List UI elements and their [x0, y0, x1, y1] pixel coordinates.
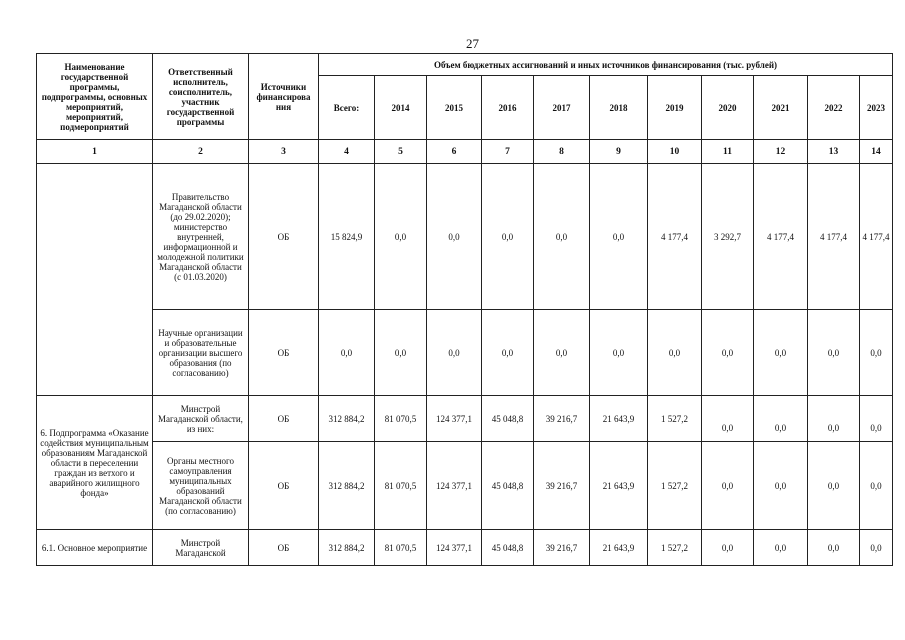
value-cell: 1 527,2 — [648, 396, 702, 442]
column-number: 9 — [590, 140, 648, 164]
value-cell: 0,0 — [590, 310, 648, 396]
value-cell: 4 177,4 — [754, 164, 808, 310]
column-number-row — [37, 140, 893, 164]
value-cell: 0,0 — [808, 530, 860, 566]
executor-cell: Научные организации и образовательные организации высшего образования (по согласованию) — [153, 310, 249, 396]
value-cell: 0,0 — [860, 530, 893, 566]
value-cell: 0,0 — [534, 310, 590, 396]
value-cell: 39 216,7 — [534, 442, 590, 530]
value-cell: 124 377,1 — [427, 442, 482, 530]
column-number: 2 — [153, 140, 249, 164]
value-cell: 4 177,4 — [860, 164, 893, 310]
value-cell: 0,0 — [808, 310, 860, 396]
column-number: 8 — [534, 140, 590, 164]
value-cell: 0,0 — [482, 310, 534, 396]
table-row — [37, 164, 893, 310]
value-cell: 39 216,7 — [534, 396, 590, 442]
value-cell: 4 177,4 — [808, 164, 860, 310]
value-cell: 0,0 — [375, 310, 427, 396]
value-cell: 0,0 — [860, 442, 893, 530]
page-number: 27 — [466, 36, 479, 51]
header-year: 2014 — [375, 76, 427, 140]
header-program-name: Наименование государственной программы, подпрограммы, основных мероприятий, мероприятий, подмероприятий — [37, 54, 153, 140]
column-number: 5 — [375, 140, 427, 164]
source-cell: ОБ — [249, 530, 319, 566]
header-year: 2023 — [860, 76, 893, 140]
value-cell: 81 070,5 — [375, 396, 427, 442]
column-number: 7 — [482, 140, 534, 164]
column-number: 13 — [808, 140, 860, 164]
header-year: 2021 — [754, 76, 808, 140]
source-cell: ОБ — [249, 396, 319, 442]
value-cell: 81 070,5 — [375, 530, 427, 566]
value-cell: 0,0 — [754, 530, 808, 566]
value-cell: 45 048,8 — [482, 530, 534, 566]
value-cell: 0,0 — [427, 164, 482, 310]
value-cell: 0,0 — [808, 442, 860, 530]
budget-table — [36, 53, 893, 566]
executor-cell: Минстрой Магаданской области, из них: — [153, 396, 249, 442]
value-cell: 312 884,2 — [319, 442, 375, 530]
value-cell: 312 884,2 — [319, 530, 375, 566]
value-cell: 21 643,9 — [590, 396, 648, 442]
column-number: 3 — [249, 140, 319, 164]
value-cell: 0,0 — [534, 164, 590, 310]
column-number: 14 — [860, 140, 893, 164]
value-cell: 21 643,9 — [590, 442, 648, 530]
column-number: 6 — [427, 140, 482, 164]
source-cell: ОБ — [249, 310, 319, 396]
value-cell: 0,0 — [860, 396, 893, 442]
header-executor: Ответственный исполнитель, соисполнитель, участник государственной программы — [153, 54, 249, 140]
value-cell: 0,0 — [702, 396, 754, 442]
value-cell: 0,0 — [482, 164, 534, 310]
value-cell: 0,0 — [590, 164, 648, 310]
value-cell: 0,0 — [319, 310, 375, 396]
value-cell: 0,0 — [754, 310, 808, 396]
table-row — [37, 442, 893, 530]
value-cell: 0,0 — [860, 310, 893, 396]
header-year: 2017 — [534, 76, 590, 140]
program-name-cell: 6.1. Основное мероприятие — [37, 530, 153, 566]
value-cell: 1 527,2 — [648, 442, 702, 530]
value-cell: 0,0 — [648, 310, 702, 396]
table-row — [37, 310, 893, 396]
program-name-cell — [37, 164, 153, 396]
header-year: 2018 — [590, 76, 648, 140]
header-funding-group: Объем бюджетных ассигнований и иных источников финансирования (тыс. рублей) — [319, 54, 893, 76]
column-number: 12 — [754, 140, 808, 164]
column-number: 10 — [648, 140, 702, 164]
header-year: 2020 — [702, 76, 754, 140]
value-cell: 21 643,9 — [590, 530, 648, 566]
value-cell: 312 884,2 — [319, 396, 375, 442]
table-row — [37, 530, 893, 566]
value-cell: 124 377,1 — [427, 396, 482, 442]
executor-cell: Правительство Магаданской области (до 29.02.2020); министерство внутренней, информационной и молодежной политики Магаданской области (с 01.03.2020) — [153, 164, 249, 310]
table-row — [37, 396, 893, 442]
source-cell: ОБ — [249, 442, 319, 530]
header-total: Всего: — [319, 76, 375, 140]
program-name-cell: 6. Подпрограмма «Оказание содействия муниципальным образованиям Магаданской области в переселении граждан из ветхого и аварийного жилищного фонда» — [37, 396, 153, 530]
value-cell: 0,0 — [808, 396, 860, 442]
value-cell: 81 070,5 — [375, 442, 427, 530]
header-source: Источники финансирова ния — [249, 54, 319, 140]
value-cell: 1 527,2 — [648, 530, 702, 566]
header-year: 2016 — [482, 76, 534, 140]
column-number: 4 — [319, 140, 375, 164]
column-number: 1 — [37, 140, 153, 164]
column-number: 11 — [702, 140, 754, 164]
header-year: 2022 — [808, 76, 860, 140]
value-cell: 15 824,9 — [319, 164, 375, 310]
executor-cell: Минстрой Магаданской — [153, 530, 249, 566]
header-year: 2019 — [648, 76, 702, 140]
value-cell: 45 048,8 — [482, 396, 534, 442]
value-cell: 39 216,7 — [534, 530, 590, 566]
value-cell: 4 177,4 — [648, 164, 702, 310]
executor-cell: Органы местного самоуправления муниципальных образований Магаданской области (по согласованию) — [153, 442, 249, 530]
value-cell: 3 292,7 — [702, 164, 754, 310]
value-cell: 124 377,1 — [427, 530, 482, 566]
value-cell: 0,0 — [427, 310, 482, 396]
source-cell: ОБ — [249, 164, 319, 310]
value-cell: 0,0 — [754, 396, 808, 442]
value-cell: 0,0 — [702, 442, 754, 530]
value-cell: 0,0 — [702, 530, 754, 566]
value-cell: 0,0 — [754, 442, 808, 530]
value-cell: 0,0 — [702, 310, 754, 396]
value-cell: 0,0 — [375, 164, 427, 310]
value-cell: 45 048,8 — [482, 442, 534, 530]
header-year: 2015 — [427, 76, 482, 140]
